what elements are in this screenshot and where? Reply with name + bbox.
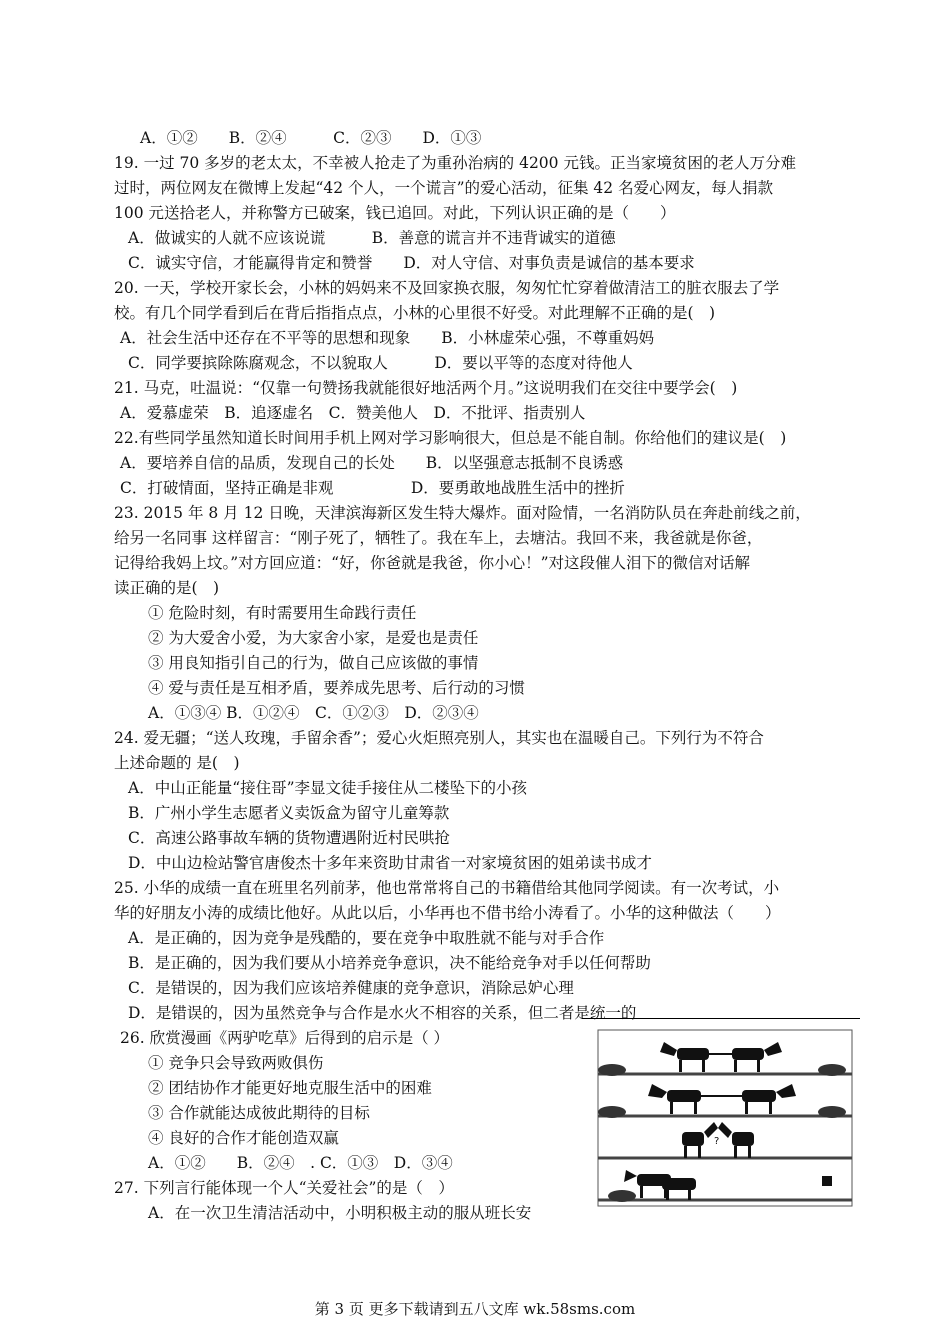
q24-option-a: A．中山正能量“接住哥”李显文徒手接住从二楼坠下的小孩 <box>128 779 528 797</box>
q21-options: A．爱慕虚荣 B．追逐虚名 C．赞美他人 D．不批评、指责别人 <box>120 404 586 422</box>
q25-option-b: B．是正确的，因为我们要从小培养竞争意识，决不能给竞争对手以任何帮助 <box>128 954 651 972</box>
q21-stem: 21. 马克，吐温说：“仅靠一句赞扬我就能很好地活两个月。”这说明我们在交往中要学会( ) <box>114 379 738 397</box>
q24-option-c: C．高速公路事故车辆的货物遭遇附近村民哄抢 <box>128 829 450 847</box>
svg-text:?: ? <box>714 1136 720 1147</box>
q23-options: A．①③④ B．①②④ C．①②③ D．②③④ <box>148 704 479 722</box>
q26-item-2: ② 团结协作才能更好地克服生活中的困难 <box>148 1079 432 1097</box>
page-footer: 第 3 页 更多下载请到五八文库 wk.58sms.com <box>314 1300 636 1318</box>
q25-stem-line2: 华的好朋友小涛的成绩比他好。从此以后，小华再也不借书给小涛看了。小华的这种做法（ ） <box>114 904 781 922</box>
q23-stem-line4: 读正确的是( ) <box>114 579 220 597</box>
q25-option-d: D．是错误的，因为虽然竞争与合作是水火不相容的关系，但二者是统一的 <box>128 1004 637 1022</box>
q20-stem-line2: 校。有几个同学看到后在背后指指点点，小林的心里很不好受。对此理解不正确的是( ) <box>114 304 716 322</box>
q23-stem-line2: 给另一名同事 这样留言：“刚子死了，牺牲了。我在车上，去塘沽。我回不来，我爸就是你爸， <box>114 529 763 547</box>
q22-options-cd: C．打破情面，坚持正确是非观 D．要勇敢地战胜生活中的挫折 <box>120 479 625 497</box>
q22-stem: 22.有些同学虽然知道长时间用手机上网对学习影响很大，但总是不能自制。你给他们的建议是( ) <box>114 429 787 447</box>
q26-item-3: ③ 合作就能达成彼此期待的目标 <box>148 1104 370 1122</box>
q18-options: A．①② B．②④ C．②③ D．①③ <box>140 129 482 147</box>
q25-option-c: C．是错误的，因为我们应该培养健康的竞争意识，消除忌妒心理 <box>128 979 574 997</box>
q24-stem-line2: 上述命题的 是( ) <box>114 754 240 772</box>
q19-stem-line2: 过时，两位网友在微博上发起“42 个人，一个谎言”的爱心活动，征集 42 名爱心网友，每人捐款 <box>114 179 774 197</box>
q19-stem-line1: 19. 一过 70 多岁的老太太，不幸被人抢走了为重孙治病的 4200 元钱。正当家境贫困的老人万分难 <box>114 154 796 172</box>
q24-option-b: B．广州小学生志愿者义卖饭盒为留守儿童筹款 <box>128 804 450 822</box>
q27-stem: 27. 下列言行能体现一个人“关爱社会”的是（ ） <box>114 1179 454 1197</box>
q26-item-4: ④ 良好的合作才能创造双赢 <box>148 1129 339 1147</box>
q25-stem-line1: 25. 小华的成绩一直在班里名列前茅，他也常常将自己的书籍借给其他同学阅读。有一次考试，小 <box>114 879 780 897</box>
q20-options-cd: C．同学要摈除陈腐观念，不以貌取人 D．要以平等的态度对待他人 <box>128 354 633 372</box>
q20-stem-line1: 20. 一天，学校开家长会，小林的妈妈来不及回家换衣服，匆匆忙忙穿着做清洁工的脏衣服去了学 <box>114 279 780 297</box>
q27-option-a: A．在一次卫生清洁活动中，小明积极主动的服从班长安 <box>148 1204 532 1222</box>
q26-stem: 26. 欣赏漫画《两驴吃草》后得到的启示是（ ） <box>120 1029 450 1047</box>
q26-options: A．①② B．②④ . C．①③ D．③④ <box>148 1154 453 1172</box>
q23-item-1: ① 危险时刻，有时需要用生命践行责任 <box>148 604 417 622</box>
q24-stem-line1: 24. 爱无疆；“送人玫瑰，手留余香”；爱心火炬照亮别人，其实也在温暖自己。下列行为不符合 <box>114 729 764 747</box>
two-donkeys-comic-image <box>582 1018 860 1212</box>
q23-stem-line3: 记得给我妈上坟。”对方回应道：“好，你爸就是我爸，你小心！”对这段催人泪下的微信对话解 <box>114 554 751 572</box>
q19-options-cd: C．诚实守信，才能赢得肯定和赞誉 D．对人守信、对事负责是诚信的基本要求 <box>128 254 695 272</box>
q23-item-4: ④ 爱与责任是互相矛盾，要养成先思考、后行动的习惯 <box>148 679 525 697</box>
q24-option-d: D．中山边检站警官唐俊杰十多年来资助甘肃省一对家境贫困的姐弟读书成才 <box>128 854 652 872</box>
q23-item-2: ② 为大爱舍小爱，为大家舍小家，是爱也是责任 <box>148 629 479 647</box>
q19-stem-line3: 100 元送拾老人，并称警方已破案，钱已追回。对此，下列认识正确的是（ ） <box>114 204 676 222</box>
q19-options-ab: A．做诚实的人就不应该说谎 B．善意的谎言并不违背诚实的道德 <box>128 229 616 247</box>
q23-item-3: ③ 用良知指引自己的行为，做自己应该做的事情 <box>148 654 479 672</box>
q23-stem-line1: 23. 2015 年 8 月 12 日晚，天津滨海新区发生特大爆炸。面对险情，一名消防队员在奔赴前线之前， <box>114 504 811 522</box>
q26-item-1: ① 竞争只会导致两败俱伤 <box>148 1054 324 1072</box>
q20-options-ab: A．社会生活中还存在不平等的思想和现象 B．小林虚荣心强，不尊重妈妈 <box>120 329 655 347</box>
q25-option-a: A．是正确的，因为竞争是残酷的，要在竞争中取胜就不能与对手合作 <box>128 929 605 947</box>
q22-options-ab: A．要培养自信的品质，发现自己的长处 B．以坚强意志抵制不良诱惑 <box>120 454 624 472</box>
